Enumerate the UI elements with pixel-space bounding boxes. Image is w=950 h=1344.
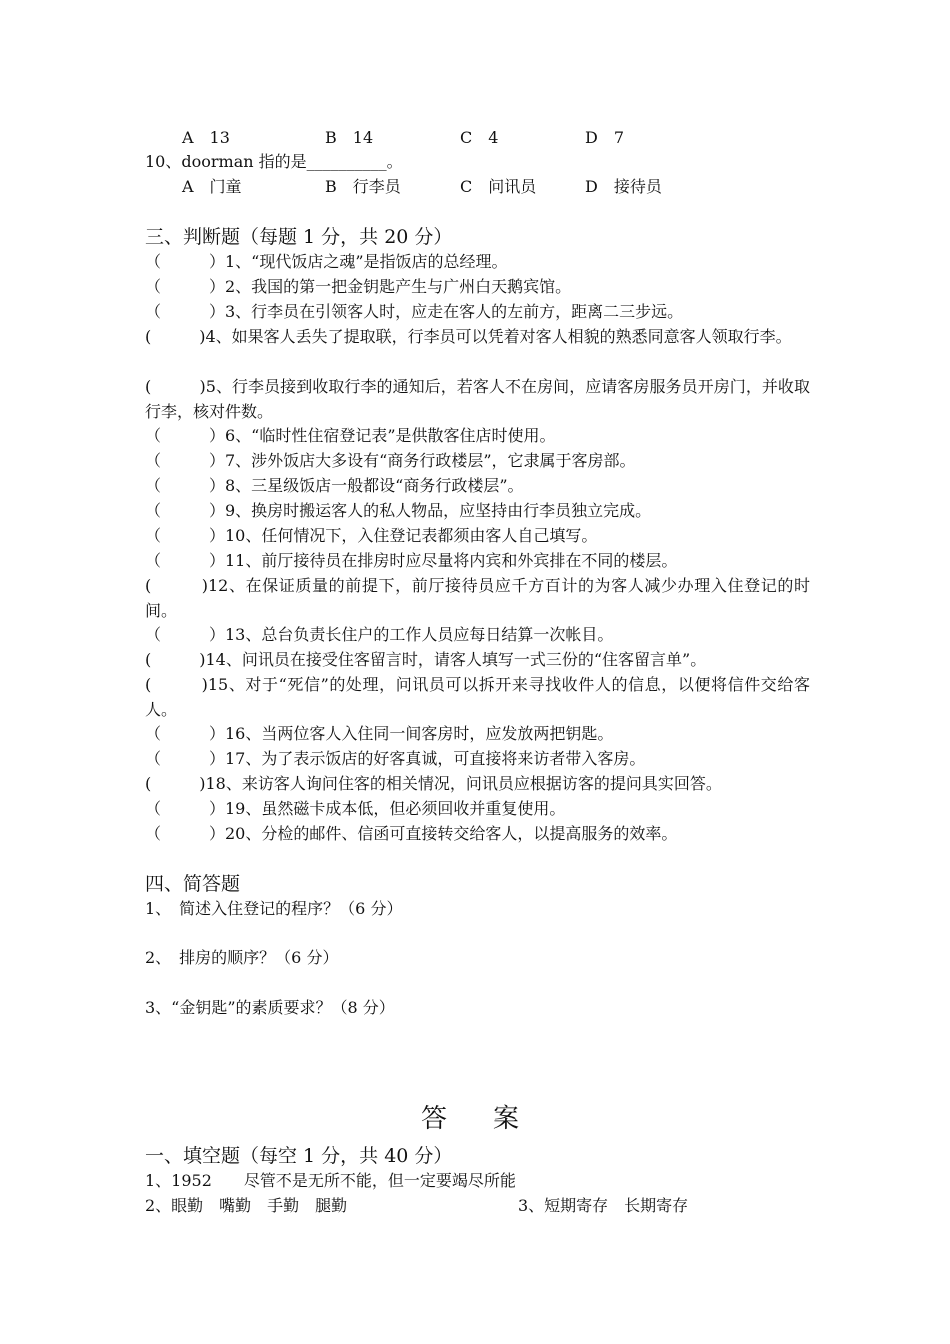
tf-item-20: （ ）20、分检的邮件、信函可直接转交给客人，以提高服务的效率。: [145, 824, 678, 843]
q10-question: 10、doorman 指的是__________。: [145, 152, 403, 171]
tf-item-3: （ ）3、行李员在引领客人时，应走在客人的左前方，距离二三步远。: [145, 302, 684, 321]
q10-option-a: A 门童: [182, 177, 242, 196]
answer-line-2b: 3、短期寄存 长期寄存: [518, 1196, 689, 1215]
q10-option-b: B 行李员: [325, 177, 401, 196]
q9-option-d: D 7: [585, 128, 625, 147]
tf-item-8: （ ）8、三星级饭店一般都设“商务行政楼层”。: [145, 476, 524, 495]
tf-item-5: ( )5、行李员接到收取行李的通知后，若客人不在房间，应请客房服务员开房门，并收取行李，核对件数。: [145, 377, 810, 421]
short-answer-2: 2、 排房的顺序？（6 分）: [145, 948, 339, 967]
tf-item-10: （ ）10、任何情况下，入住登记表都须由客人自己填写。: [145, 526, 598, 545]
tf-item-14: ( )14、问讯员在接受住客留言时，请客人填写一式三份的“住客留言单”。: [145, 650, 707, 669]
short-answer-1: 1、 简述入住登记的程序？（6 分）: [145, 899, 403, 918]
q9-option-a: A 13: [182, 128, 230, 147]
tf-item-4: ( )4、如果客人丢失了提取联，行李员可以凭着对客人相貌的熟悉同意客人领取行李。: [145, 327, 792, 346]
tf-item-13: （ ）13、总台负责长住户的工作人员应每日结算一次帐目。: [145, 625, 614, 644]
tf-item-19: （ ）19、虽然磁卡成本低，但必须回收并重复使用。: [145, 799, 566, 818]
q10-option-d: D 接待员: [585, 177, 662, 196]
q9-option-b: B 14: [325, 128, 374, 147]
q10-option-c: C 问讯员: [460, 177, 537, 196]
section3-heading: 三、判断题（每题 1 分，共 20 分）: [145, 226, 453, 248]
tf-item-17: （ ）17、为了表示饭店的好客真诚，可直接将来访者带入客房。: [145, 749, 646, 768]
answers-section1-heading: 一、填空题（每空 1 分，共 40 分）: [145, 1145, 453, 1167]
answer-line-1: 1、1952 尽管不是无所不能，但一定要竭尽所能: [145, 1171, 516, 1190]
tf-item-12: ( )12、在保证质量的前提下，前厅接待员应千方百计的为客人减少办理入住登记的时间。: [145, 576, 810, 620]
answer-line-2a: 2、眼勤 嘴勤 手勤 腿勤: [145, 1196, 348, 1215]
tf-item-7: （ ）7、涉外饭店大多设有“商务行政楼层”，它隶属于客房部。: [145, 451, 636, 470]
tf-item-18: ( )18、来访客人询问住客的相关情况，问讯员应根据访客的提问具实回答。: [145, 774, 722, 793]
tf-item-11: （ ）11、前厅接待员在排房时应尽量将内宾和外宾排在不同的楼层。: [145, 551, 678, 570]
q9-option-c: C 4: [460, 128, 499, 147]
tf-item-15: ( )15、对于“死信”的处理，问讯员可以拆开来寻找收件人的信息，以便将信件交给客人。: [145, 675, 810, 719]
tf-item-1: （ ）1、“现代饭店之魂”是指饭店的总经理。: [145, 252, 508, 271]
tf-item-2: （ ）2、我国的第一把金钥匙产生与广州白天鹅宾馆。: [145, 277, 572, 296]
tf-item-6: （ ）6、“临时性住宿登记表”是供散客住店时使用。: [145, 426, 556, 445]
tf-item-16: （ ）16、当两位客人入住同一间客房时，应发放两把钥匙。: [145, 724, 614, 743]
answers-title: 答 案: [420, 1104, 529, 1134]
tf-item-9: （ ）9、换房时搬运客人的私人物品，应坚持由行李员独立完成。: [145, 501, 652, 520]
section4-heading: 四、简答题: [145, 873, 241, 895]
short-answer-3: 3、“金钥匙”的素质要求？（8 分）: [145, 998, 395, 1017]
